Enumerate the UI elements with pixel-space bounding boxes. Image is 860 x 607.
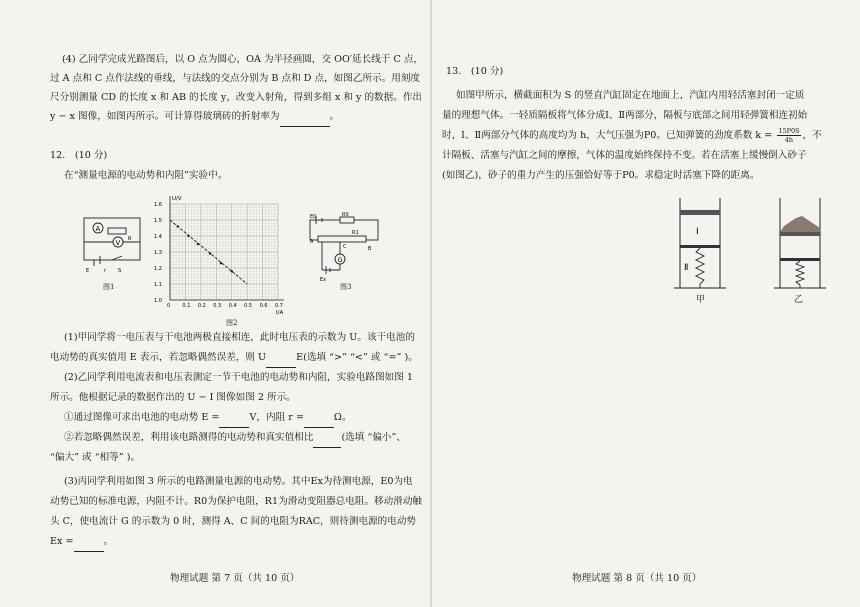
divider-plate [780,258,820,261]
fig1-label-A: A [95,225,101,233]
figure-3-caption: 图3 [340,283,352,291]
fig3-label-Ex: Ex [320,277,327,282]
q11-part4-line1: (4) 乙同学完成光路图后，以 O 点为圆心，OA 为半径画圆，交 OO′延长线于 C 点， [62,54,424,65]
q12-intro: 在“测量电源的电动势和内阻”实验中。 [64,170,228,181]
q12-part2-b-text2: (选填 “偏小”、 [341,432,407,443]
page-7-footer: 物理试题 第 7 页（共 10 页） [170,573,300,584]
data-point [177,225,179,227]
x-tick-label: 0.4 [228,303,237,309]
x-tick-label: 0.1 [182,303,191,309]
q12-part1-line1: (1)甲同学将一电压表与干电池两极直接相连，此时电压表的示数为 U。该干电池的 [64,332,415,343]
fig3-label-R1: R1 [352,230,359,236]
fig1-label-E: E [86,268,90,274]
figure-jia-cylinder [670,196,730,298]
fig3-label-A: A [310,239,314,245]
q12-part2-a [64,408,351,428]
spring-icon [696,248,704,288]
q12-part2-line2: 所示。他根据记录的数据作出的 U − I 图像如图 2 所示。 [50,392,296,403]
y-tick-label: 1.4 [154,234,162,240]
chart-grid [170,204,278,300]
q12-part2-line1: (2)乙同学利用电流表和电压表测定一节干电池的电动势和内阻，实验电路图如图 1 [64,372,413,383]
q13-line1: 如图甲所示，横截面积为 S 的竖直汽缸固定在地面上，汽缸内用轻活塞封闭一定质 [456,90,805,101]
data-point [197,243,199,245]
q12-part1-line2-b: E(选填 “>” “<” 或 “=” )。 [296,352,418,363]
y-tick-label: 1.1 [154,282,162,288]
figure-1-caption: 图1 [103,283,115,291]
q13-line2: 量的理想气体。一轻质隔板将气体分成Ⅰ、Ⅱ两部分，隔板与底部之间用轻弹簧相连初始 [442,110,808,121]
data-point [231,270,233,272]
q12-header: 12. (10 分) [50,150,108,161]
figure-1-circuit [78,212,148,278]
fig1-label-r: r [104,268,107,274]
q11-part4-line4 [50,107,339,127]
q13-line5: (如图乙)，砂子的重力产生的压强恰好等于P0。求稳定时活塞下降的距离。 [442,170,760,181]
q11-part4-line2: 过 A 点和 C 点作法线的垂线，与法线的交点分别为 B 点和 D 点，如图乙所示。用刻度 [50,73,421,84]
fig1-label-R: R [128,236,132,242]
q12-part1-line2-a: 电动势的真实值用 E 表示，若忽略偶然误差，则 U [50,352,267,363]
data-point [220,262,222,264]
fraction-denominator: 4h [784,136,794,144]
figure-jia-caption: 甲 [696,295,706,305]
fig-jia-label-I: Ⅰ [696,227,699,237]
answer-blank-emf[interactable] [219,408,249,428]
fraction-numerator: 15P0S [778,127,800,135]
figure-3-circuit [296,212,386,282]
figure-yi-cylinder [770,196,830,298]
fig3-label-B: B [368,246,372,252]
fig3-label-G: G [337,256,343,264]
x-tick-label: 0.5 [244,303,253,309]
x-tick-label: 0.6 [259,303,268,309]
y-tick-label: 1.0 [154,298,162,304]
fig-jia-label-II: Ⅱ [684,263,689,273]
answer-blank-internal-resistance[interactable] [304,408,334,428]
answer-blank-refractive-index[interactable] [280,107,330,127]
x-tick-label: 0 [167,303,171,309]
fig1-label-V: V [115,239,121,247]
x-tick-label: 0.2 [197,303,206,309]
q13-header: 13. (10 分) [446,66,504,77]
q12-part3-line3: 头 C，使电流计 G 的示数为 0 时，测得 A、C 间的电阻为RAC，则待测电源的电动势 [50,516,417,527]
q12-part3-line4-text: Ex = [50,536,74,547]
y-tick-label: 1.3 [154,250,162,256]
q13-line3 [442,126,822,145]
answer-blank-compare[interactable] [266,348,296,368]
q12-part2-a-text1: ①通过图像可求出电池的电动势 E = [64,412,220,423]
data-point [187,235,189,237]
figure-2-ui-graph [152,188,287,320]
q13-line3-end: ，不 [802,130,822,141]
fig3-label-C: C [343,244,347,250]
divider-plate [680,245,720,248]
chart-ticks [154,202,283,309]
fig1-label-S: S [118,268,122,274]
fig3-label-R0: R0 [342,212,349,218]
q12-part3-line4: Ex = 。 [50,532,113,552]
q13-line3-text: 时，Ⅰ、Ⅱ两部分气体的高度均为 h，大气压强为P0。已知弹簧的劲度系数 k = [442,130,773,141]
q12-part2-b [64,428,406,448]
page-8 [432,0,860,607]
figure-2-caption: 图2 [226,319,238,327]
answer-blank-ex[interactable] [74,532,104,552]
q12-part2-b-text1: ②若忽略偶然误差，利用该电路测得的电动势和真实值相比 [64,432,314,443]
chart-axes [170,196,284,300]
x-tick-label: 0.7 [275,303,283,309]
chart-y-axis-label: U/V [172,196,182,202]
y-tick-label: 1.6 [154,202,162,208]
sand-pile [780,216,820,232]
data-point [209,252,211,254]
spring-icon [796,261,804,288]
chart-x-axis-label: I/A [276,310,284,316]
q12-part3-line1: (3)丙同学利用如图 3 所示的电路测量电源的电动势。其中Ex为待测电源，E0为电 [64,476,413,487]
q11-part4-line3: 尺分别测量 CD 的长度 x 和 AB 的长度 y，改变入射角，得到多组 x 和 y 的数据。作出 [50,92,423,103]
figure-yi-caption: 乙 [794,295,804,305]
q11-part4-line4-text: y − x 图像，如图丙所示。可计算得玻璃砖的折射率为 [50,111,280,122]
piston [680,210,720,215]
q13-line4: 计隔板、活塞与汽缸之间的摩擦，气体的温度始终保持不变。若在活塞上缓慢倒入砂子 [442,150,807,161]
piston [780,232,820,236]
spring-constant-fraction [777,127,800,144]
page-8-footer: 物理试题 第 8 页（共 10 页） [572,573,702,584]
q12-part1-line2 [50,348,418,368]
y-tick-label: 1.2 [154,266,162,272]
q12-part2-b-line2: “偏大” 或 “相等” )。 [50,452,141,463]
q12-part2-a-text3: Ω。 [333,412,352,423]
x-tick-label: 0.3 [213,303,222,309]
fig3-label-E0: E0 [310,214,317,220]
q12-part3-line2: 动势已知的标准电源，内阻不计。R0为保护电阻，R1为滑动变阻器总电阻。移动滑动触 [50,496,423,507]
y-tick-label: 1.5 [154,218,162,224]
answer-blank-error[interactable] [313,428,341,448]
q11-part4-line4-end: 。 [329,111,340,122]
q12-part2-a-text2: V，内阻 r = [249,412,304,423]
